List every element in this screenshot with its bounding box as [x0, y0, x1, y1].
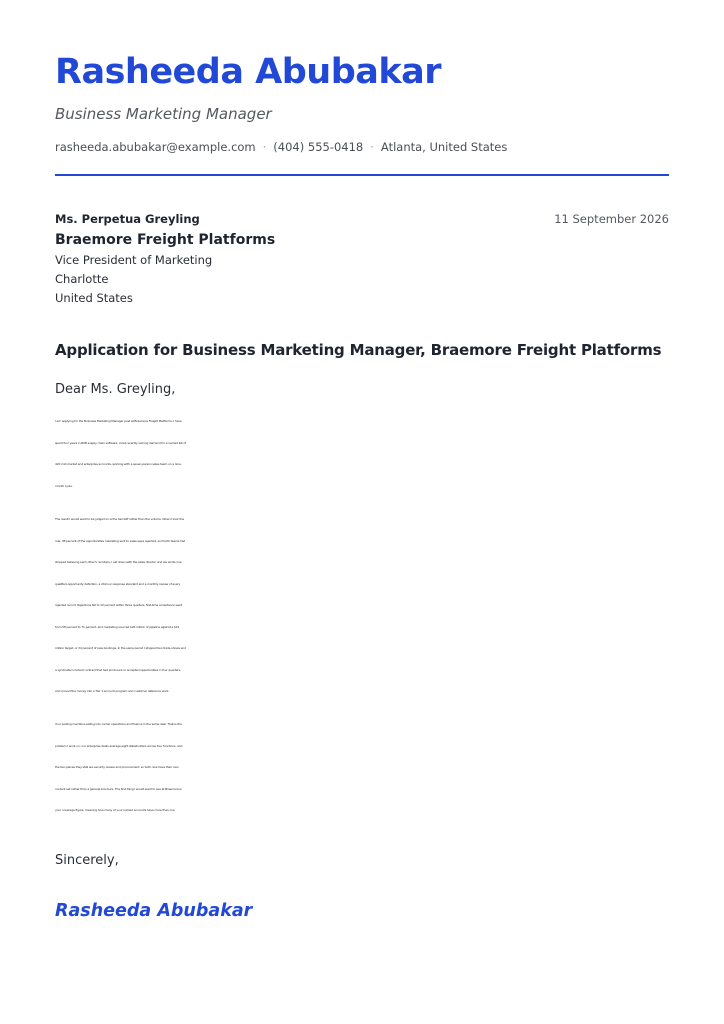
contact-email[interactable]: rasheeda.abubakar@example.com: [55, 140, 256, 154]
paragraph-line: I am applying for the Business Marketing Manager post at Braemore Freight Platforms. I have: [55, 419, 182, 423]
recipient-country: United States: [55, 291, 133, 305]
paragraph-line: 420 mid-market and enterprise accounts, working with a seven-person sales team on a nine-: [55, 462, 182, 466]
letter-subject: Application for Business Marketing Manager, Braemore Freight Platforms: [55, 341, 662, 359]
contact-separator: ·: [262, 140, 267, 154]
recipient-title: Vice President of Marketing: [55, 253, 213, 267]
body-paragraph-2: [55, 509, 673, 703]
contact-line: [55, 138, 507, 156]
paragraph-line: and moved the money into a Tier 1 account program and customer reference work.: [55, 689, 170, 693]
header-divider: [55, 174, 669, 176]
contact-separator: ·: [370, 140, 374, 154]
paragraph-line: rejected record. Rejections fell to 12 percent within three quarters, first-time acceptance went: [55, 603, 183, 607]
contact-phone[interactable]: (404) 555-0418: [273, 140, 364, 154]
signature: Rasheeda Abubakar: [55, 901, 253, 921]
paragraph-line: problem I work on: our enterprise deals average eight stakeholders across four functions, and: [55, 743, 183, 748]
salutation: Dear Ms. Greyling,: [55, 382, 176, 397]
body-paragraph-3: [55, 714, 673, 822]
paragraph-line: the two places they stall are security review and procurement, so both now have their own: [55, 765, 179, 769]
applicant-role: Business Marketing Manager: [55, 105, 272, 123]
paragraph-line: a syndicated content contract that had produced no accepted opportunities in four quarters,: [55, 667, 181, 672]
paragraph-line: month cycle.: [55, 483, 73, 488]
paragraph-line: stopped believing each other's numbers. I sat down with the sales director and we wrote one: [55, 560, 182, 564]
recipient-city: Charlotte: [55, 272, 109, 286]
paragraph-line: The result I would want to be judged on is the handoff rather than the volume. When I took the: [55, 517, 184, 521]
paragraph-line: qualified-opportunity definition, a 24-hour response standard and a monthly review of every: [55, 581, 181, 586]
paragraph-line: Your posting mentions selling into carrier operations and finance in the same deal. That is the: [55, 722, 182, 726]
paragraph-line: from 58 percent to 71 percent, and marketing sourced $26 million of pipeline against a $21: [55, 624, 180, 629]
letter-date: 11 September 2026: [554, 212, 669, 226]
paragraph-line: spent four years in B2B supply chain software, most recently owning demand for a named list of: [55, 440, 186, 445]
paragraph-line: content set rather than a general brochure. The first thing I would want to see at Braemore is: [55, 786, 182, 791]
body-paragraph-1: [55, 411, 673, 497]
contact-location: Atlanta, United States: [380, 140, 508, 154]
applicant-name: Rasheeda Abubakar: [55, 52, 442, 92]
paragraph-line: million target, or 34 percent of new bookings. In the same period I stopped two trade shows and: [55, 646, 186, 650]
recipient-company: Braemore Freight Platforms: [55, 232, 276, 248]
paragraph-line: role, 38 percent of the opportunities marketing sent to sales were rejected, and both teams had: [55, 538, 186, 543]
closing: Sincerely,: [55, 853, 119, 868]
recipient-name: Ms. Perpetua Greyling: [55, 212, 200, 226]
paragraph-line: your coverage figure, meaning how many of your named accounts have more than one: [55, 808, 175, 812]
